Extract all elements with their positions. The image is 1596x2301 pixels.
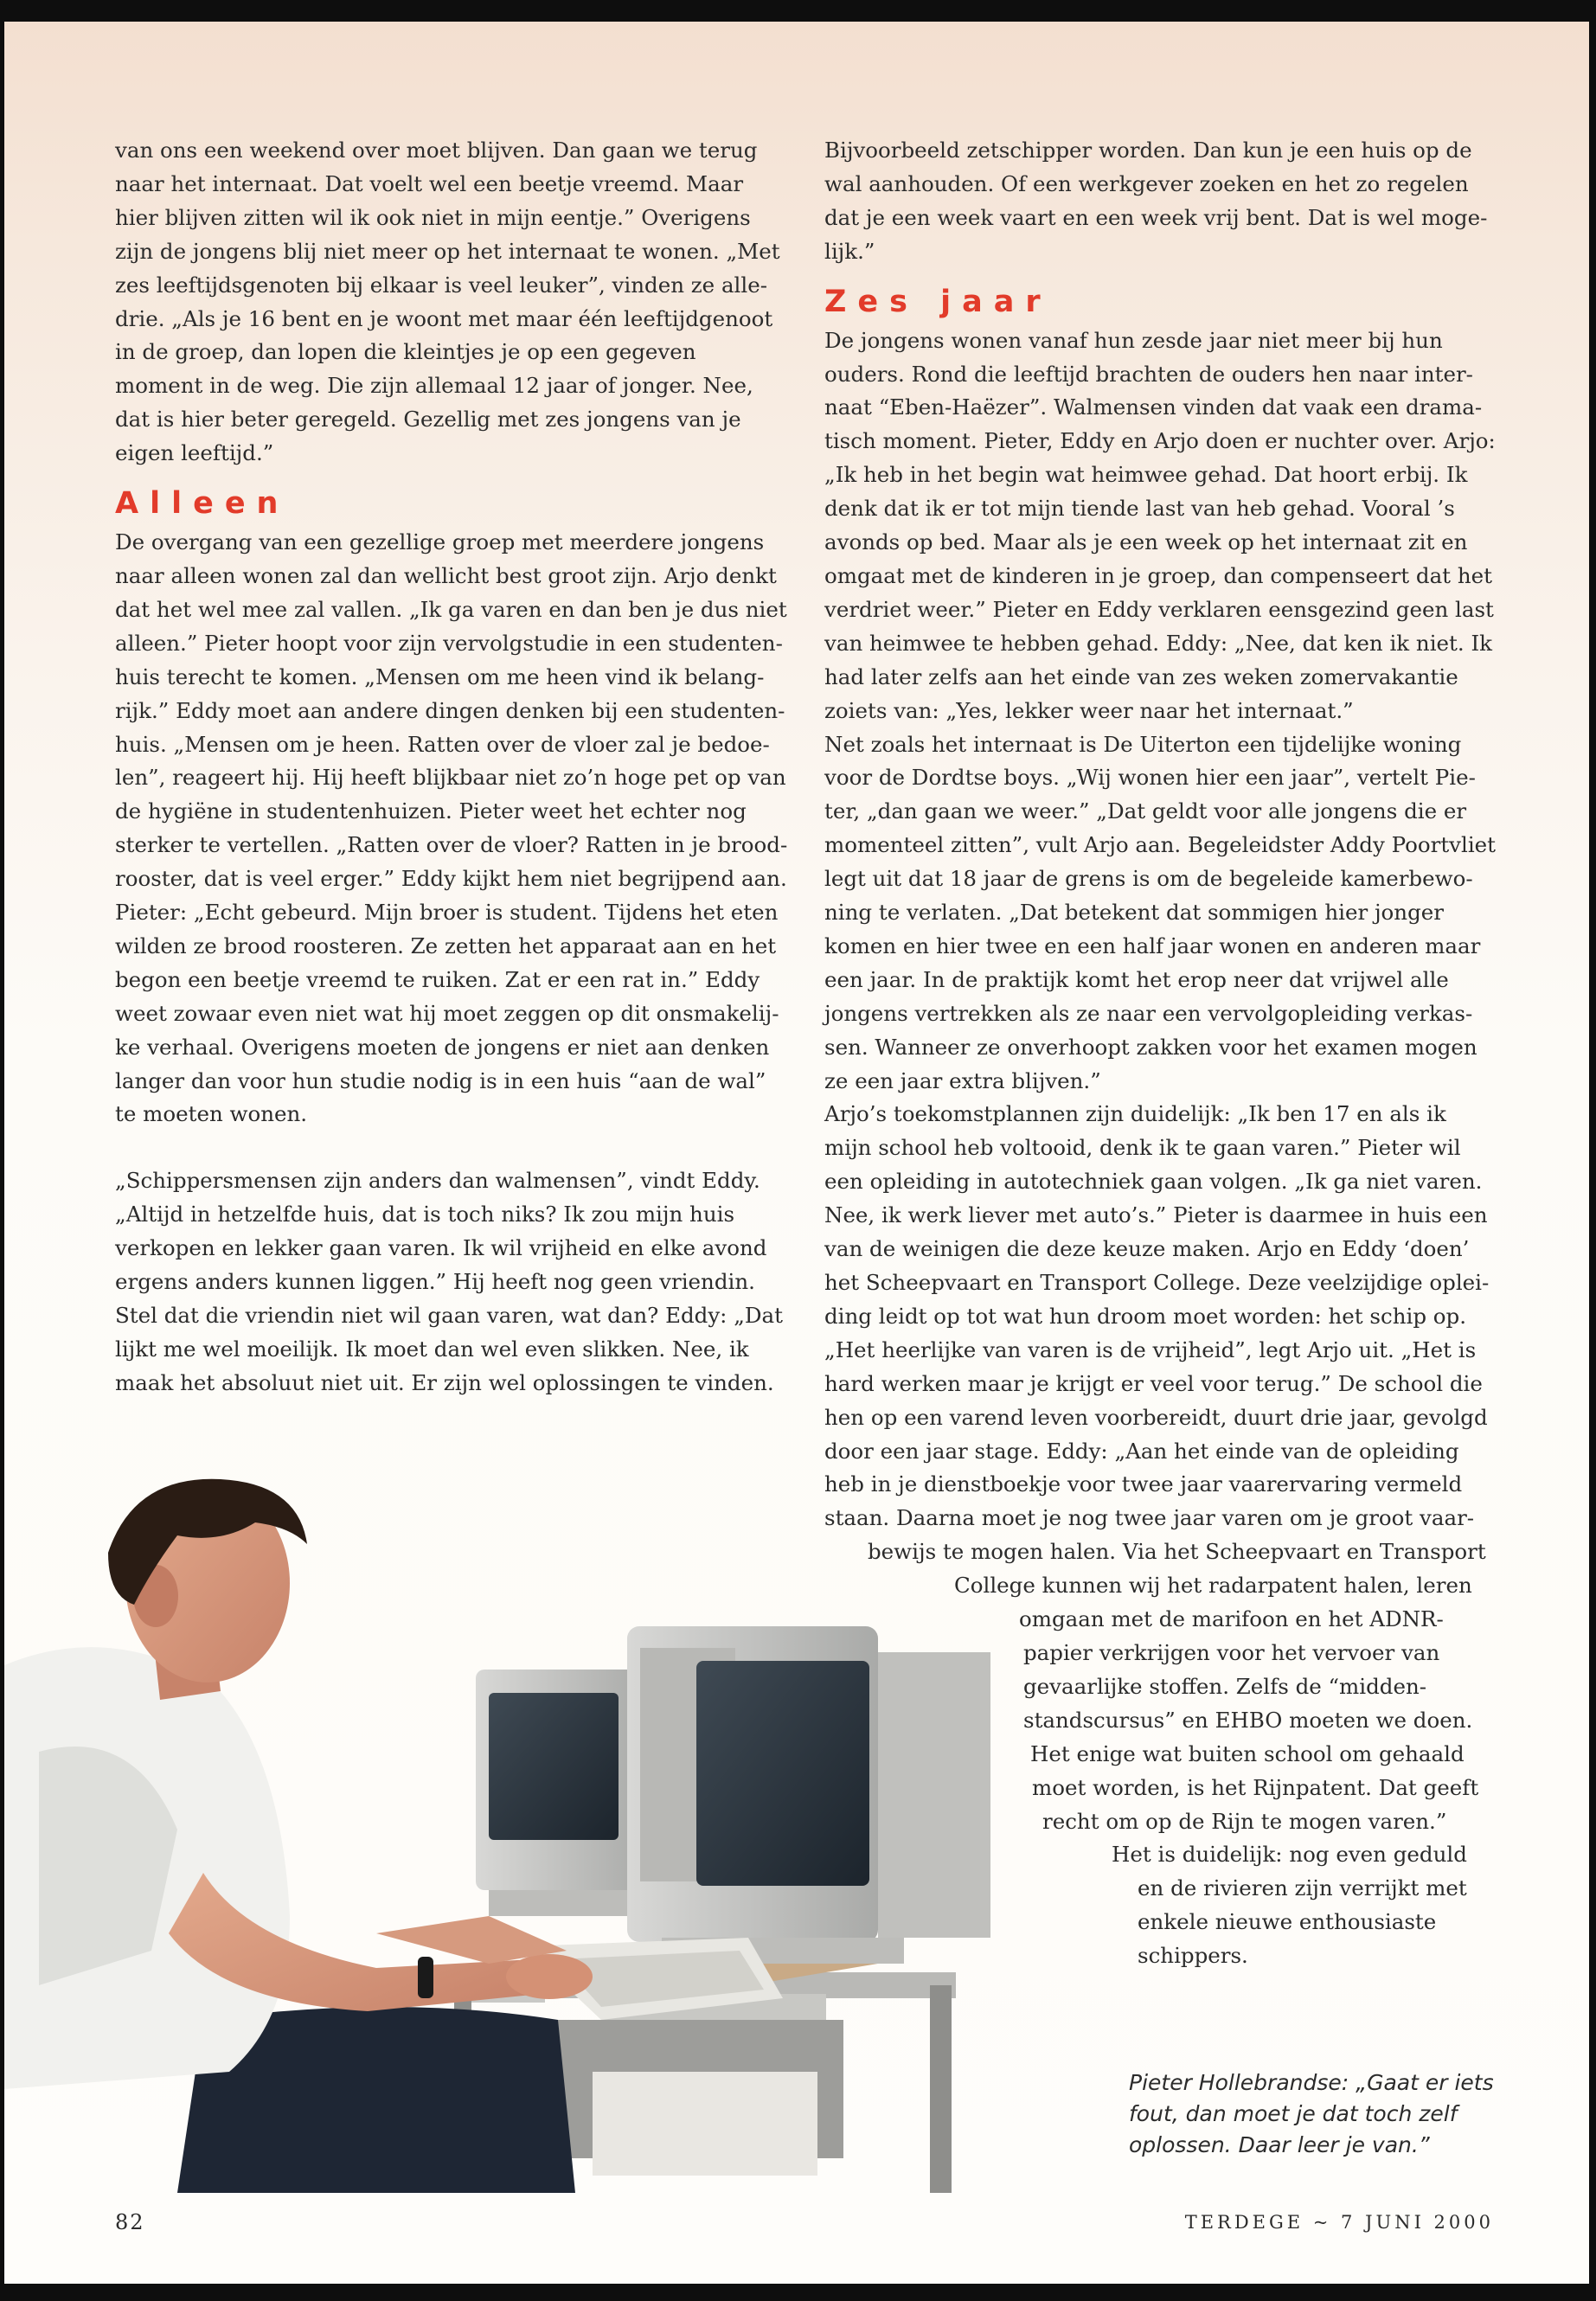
paper-tray xyxy=(593,2072,817,2176)
left-paragraph-3: „Schippersmensen zijn anders dan walmensen”, vindt Eddy. „Altijd in hetzelfde huis, dat is toch niks? Ik zou mijn huis verkopen en lekker gaan varen. Ik wil vrijheid en elke avond ergens anders kunnen liggen.” Hij heeft nog geen vriendin. Stel dat die vriendin niet wil gaan varen, wat dan? Eddy: „Dat lijkt me wel moeilijk. Ik moet dan wel even slikken. Nee, ik maak het absoluut niet uit. Er zijn wel oplossingen te vinden. xyxy=(115,1168,784,1395)
left-paragraph-2: De overgang van een gezellige groep met meerdere jongens naar alleen wonen zal dan wellicht best groot zijn. Arjo denkt dat het wel mee zal vallen. „Ik ga varen en dan ben je dus niet alleen.” Pieter hoopt voor zijn vervolgstudie in een studenten- huis terecht te komen. „Mensen om me heen vind ik belang- rijk.” Eddy moet aan andere dingen denken bij een studenten- huis. „Mensen om je heen. Ratten over de vloer zal je bedoe- len”, reageert hij. Hij heeft blijkbaar niet zo’n hoge pet op van de hygiëne in studentenhuizen. Pieter weet het echter nog sterker te vertellen. „Ratten over de vloer? Ratten in je brood- rooster, dat is veel erger.” Eddy kijkt hem niet begrijpend aan. Pieter: „Echt gebeurd. Mijn broer is student. Tijdens het eten wilden ze brood roosteren. Ze zetten het apparaat aan en het begon een beetje vreemd te ruiken. Zat er een rat in.” Eddy weet zowaar even niet wat hij moet zeggen op dit onsmakelij- ke verhaal. Overigens moeten de jongens er niet aan denken langer dan voor hun studie nodig is in een huis “aan de wal” te moeten wonen. xyxy=(115,529,788,1127)
page-number: 82 xyxy=(115,2210,145,2234)
hand xyxy=(506,1954,593,1999)
left-paragraph-1: van ons een weekend over moet blijven. Dan gaan we terug naar het internaat. Dat voelt wel een beetje vreemd. Maar hier blijven zitten wil ik ook niet in mijn eentje.” Overigens zijn de jongens blij niet meer op het internaat te wonen. „Met zes leeftijdsgenoten bij elkaar is veel leuker”, vinden ze alle- drie. „Als je 16 bent en je woont met maar één leeftijdgenoot in de groep, dan lopen die kleintjes je op een gegeven moment in de weg. Die zijn allemaal 12 jaar of jonger. Nee, dat is hier beter geregeld. Gezellig met zes jongens van je eigen leeftijd.” xyxy=(115,138,780,466)
photo-caption: Pieter Hollebrandse: „Gaat er iets fout, dan moet je dat toch zelf oplossen. Daar leer je van.” xyxy=(1129,2070,1494,2157)
photo-student-at-computer xyxy=(4,1466,1073,2193)
monitor-back-screen xyxy=(489,1693,619,1840)
publication-footer: TERDEGE ~ 7 JUNI 2000 xyxy=(1184,2212,1494,2233)
section-heading-zes-jaar: Zes jaar xyxy=(824,284,1052,319)
desk-leg-right xyxy=(930,1985,952,2193)
monitor-back-base xyxy=(489,1890,636,1916)
monitor-front-case xyxy=(878,1652,990,1938)
section-heading-alleen: Alleen xyxy=(115,486,290,522)
paragraph-gap xyxy=(115,1131,781,1164)
right-paragraph-2: De jongens wonen vanaf hun zesde jaar niet meer bij hun ouders. Rond die leeftijd brachten de ouders hen naar inter- naat “Eben-Haëzer”. Walmensen vinden dat vaak een drama- tisch moment. Pieter, Eddy en Arjo doen er nuchter over. Arjo: „Ik heb in het begin wat heimwee gehad. Dat hoort erbij. Ik denk dat ik er tot mijn tiende last van heb gehad. Vooral ’s avonds op bed. Maar als je een week op het internaat zit en omgaat met de kinderen in je groep, dan compenseert dat het verdriet weer.” Pieter en Eddy verklaren eensgezind geen last van heimwee te hebben gehad. Eddy: „Nee, dat ken ik niet. Ik had later zelfs aan het einde van zes weken zomervakantie zoiets van: „Yes, lekker weer naar het internaat.” Net zoals het internaat is De Uiterton een tijdelijke woning voor de Dordtse boys. „Wij wonen hier een jaar”, vertelt Pie- ter, „dan gaan we weer.” „Dat geldt voor alle jongens die er momenteel zitten”, vult Arjo aan. Begeleidster Addy Poortvliet legt uit dat 18 jaar de grens is om de begeleide kamerbewo- ning te verlaten. „Dat betekent dat sommigen hier jonger komen en hier twee en een half jaar wonen en anderen maar een jaar. In de praktijk komt het erop neer dat vrijwel alle jongens vertrekken als ze naar een vervolgopleiding verkas- sen. Wanneer ze onverhoopt zakken voor het examen mogen ze een jaar extra blijven.” Arjo’s toekomstplannen zijn duidelijk: „Ik ben 17 en als ik mijn school heb voltooid, denk ik te gaan varen.” Pieter wil een opleiding in autotechniek gaan volgen. „Ik ga niet varen. Nee, ik werk liever met auto’s.” Pieter is daarmee in huis een van de weinigen die deze keuze maken. Arjo en Eddy ‘doen’ het Scheepvaart en Transport College. Deze veelzijdige oplei- ding leidt op tot wat hun droom moet worden: het schip op. „Het heerlijke van varen is de vrijheid”, legt Arjo uit. „Het is hard werken maar je krijgt er veel voor terug.” De school die hen op een varend leven voorbereidt, duurt drie jaar, gevolgd door een jaar stage. Eddy: „Aan het einde van de opleiding heb in je dienstboekje voor twee jaar vaarervaring vermeld staan. Daarna moet je nog twee jaar varen om je groot vaar- bewijs te mogen halen. Via het Scheepvaart en Transport College kunnen wij het radarpatent halen, leren omgaan met de marifoon en het ADNR- papier verkrijgen voor het vervoer van gevaarlijke stoffen. Zelfs de “midden- standscursus” en EHBO moeten we doen. Het enige wat buiten school om gehaald moet worden, is het Rijnpatent. Dat geeft recht om op de Rijn te mogen varen.” Het is duidelijk: nog even geduld en de rivieren zijn verrijkt met enkele nieuwe enthousiaste schippers. xyxy=(824,327,1497,1969)
wristwatch xyxy=(418,1957,433,1998)
left-column xyxy=(115,134,788,1400)
magazine-page xyxy=(4,22,1589,2284)
right-paragraph-1: Bijvoorbeeld zetschipper worden. Dan kun je een huis op de wal aanhouden. Of een werkgever zoeken en het zo regelen dat je een week vaart en een week vrij bent. Dat is wel moge- lijk.” xyxy=(824,138,1488,264)
monitor-front-screen xyxy=(696,1661,869,1886)
